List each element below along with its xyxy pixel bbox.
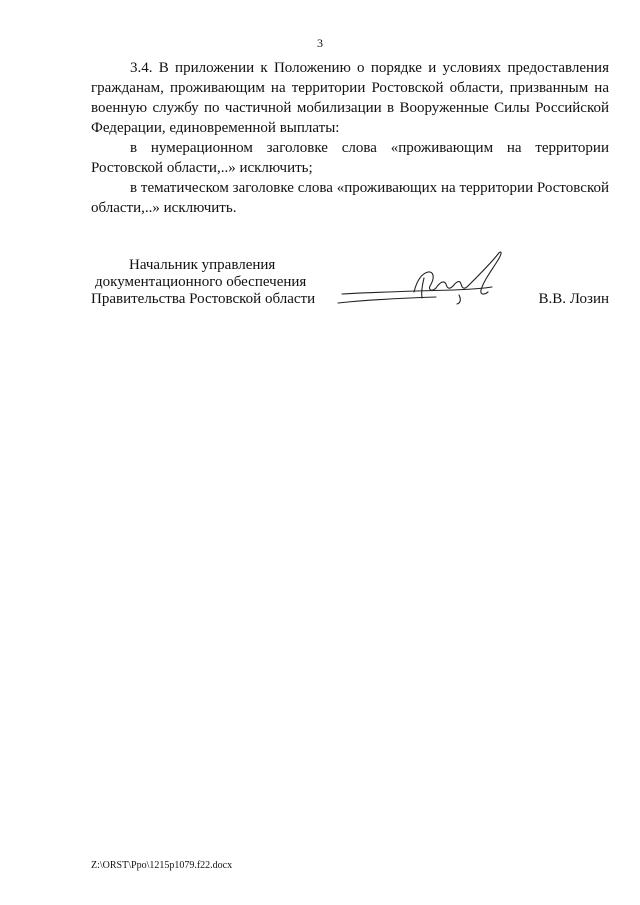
signer-title-line-1: Начальник управления: [129, 257, 276, 273]
signer-title-line-3: Правительства Ростовской области: [91, 291, 316, 307]
signer-title-line-2: документационного обеспечения: [95, 274, 307, 290]
paragraph-thematic-heading: в тематическом заголовке слова «проживающих на территории Ростовской области,..» исключить.: [91, 180, 609, 216]
paragraph-numbering-heading: в нумерационном заголовке слова «проживающим на территории Ростовской области,..» исключить;: [91, 140, 609, 176]
document-body: [91, 58, 609, 218]
signer-name: В.В. Лозин: [538, 291, 609, 307]
handwritten-signature: [336, 248, 526, 314]
paragraph-3-4: 3.4. В приложении к Положению о порядке и условиях предоставления гражданам, проживающим на территории Ростовской области, призванным на военную службу по частичной мобилизации в Вооруженные Силы Российской Федерации, единовременной выплаты:: [91, 60, 609, 136]
page-number: 3: [317, 36, 323, 50]
document-file-path: Z:\ORST\Ppo\1215p1079.f22.docx: [91, 860, 233, 871]
